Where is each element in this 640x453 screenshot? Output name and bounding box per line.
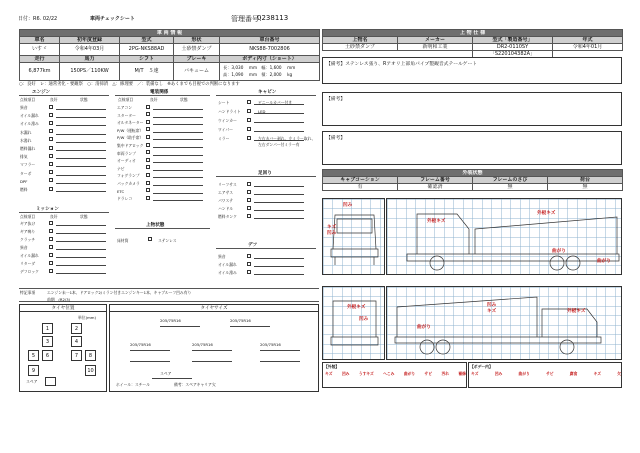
electric-check-5[interactable] [146, 143, 150, 147]
legend: ○：良好 レ：通常劣化・要観察 ○：清掃済 △：修理要 ／：装備なし ※あくまでも目視での判断になります [19, 82, 240, 87]
electric-check-0[interactable] [146, 105, 150, 109]
chassis-item-2: パワステ [218, 198, 233, 203]
chassis-check-2[interactable] [247, 198, 251, 202]
mgmt-label: 管理番号： [231, 15, 266, 23]
tire-pos-title: タイヤ位置 [20, 305, 106, 312]
vehicle-title: 車 両 情 報 [20, 30, 320, 37]
upper-floor-label: 床材質 [117, 238, 129, 243]
electric-item-11: ETC [117, 188, 125, 194]
special-extra: 前期 (R2/3) [47, 297, 71, 302]
val-shift: M/T ５速 [120, 63, 174, 81]
label-chassis: 車台番号 [220, 37, 320, 44]
electric-item-2: オルタネーター [117, 120, 144, 126]
tire-6[interactable]: 6 [42, 350, 53, 361]
cabin-item-2: ウインカー [218, 118, 237, 123]
diagram-rear [322, 286, 385, 360]
out-legend-item-2: うすキズ [358, 371, 374, 376]
mission-head-good: 良好 [50, 214, 58, 219]
electric-item-9: フォグランプ [117, 173, 140, 179]
val-cab-caution: 有 [323, 184, 398, 191]
chassis-title: 足回り [258, 171, 272, 176]
engine-check-3[interactable] [49, 129, 53, 133]
tire-pos-unit: 単位(mm) [78, 315, 96, 320]
diff-item-1: オイル漏れ [218, 262, 237, 267]
out-legend-item-5: サビ [424, 371, 433, 376]
cabin-check-0[interactable] [247, 100, 251, 104]
val-upper-model: DR2-0110SY [473, 44, 553, 51]
val-serial: 「S220104382A」 [473, 51, 553, 58]
engine-check-2[interactable] [49, 121, 53, 125]
chassis-item-3: ハンドル [218, 206, 234, 211]
engine-item-7: マフラー [20, 162, 36, 168]
body-legend-item-4: 腐食 [569, 371, 578, 376]
dmg-a-2: キズ [327, 225, 337, 230]
label-regist: 初年度登録 [60, 37, 120, 44]
dmg-b-0: 外板キズ [427, 219, 446, 224]
engine-item-10: 燃料 [20, 187, 28, 192]
electric-item-6: 車両ランプ [117, 150, 136, 156]
tire-3[interactable]: 3 [42, 336, 53, 347]
chassis-check-3[interactable] [247, 206, 251, 210]
dmg-d-0: 凹み [487, 303, 497, 308]
truck-front-icon [323, 199, 386, 276]
upper-floor-check[interactable] [148, 237, 152, 241]
engine-head-item: 点検項目 [20, 97, 36, 102]
out-legend-item-7: 補修 [458, 371, 466, 376]
val-chassis: NKS88-7002806 [220, 44, 320, 56]
dmg-d-3: 外板キズ [567, 309, 586, 314]
outer-legend [322, 362, 467, 388]
dmg-a-3: 凹み [327, 231, 337, 236]
tire-size-rear-3: 205/75R16 [260, 342, 281, 347]
electric-check-7[interactable] [146, 158, 150, 162]
mission-item-4: オイル漏れ [20, 253, 39, 258]
engine-check-4[interactable] [49, 137, 53, 141]
label-shape: 形状 [174, 37, 220, 44]
label-mileage: 走行 [20, 56, 60, 63]
electric-check-6[interactable] [146, 150, 150, 154]
chassis-check-4[interactable] [247, 214, 251, 218]
val-bed: 無 [548, 184, 623, 191]
out-legend-title: 【外装】 [324, 364, 340, 369]
electric-title: 電装関係 [150, 90, 169, 95]
chassis-check-1[interactable] [247, 190, 251, 194]
remarks-box-1: 【備考】ステンレス張り、Rアオリ上部角パイプ製観音式テールゲート [322, 57, 622, 84]
tire-position-box [19, 304, 107, 392]
val-upper-name: 土砂禁ダンプ [323, 44, 398, 51]
diff-item-2: オイル滲み [218, 270, 237, 275]
mission-title: ミッション [36, 207, 59, 212]
label-frame-rust: フレームのさび [473, 177, 548, 184]
tire-size-box [109, 304, 319, 392]
out-legend-item-3: へこみ [383, 371, 395, 376]
label-cab-caution: キャブコーション [323, 177, 398, 184]
label-upper-name: 上物名 [323, 37, 398, 44]
mission-item-5: リターダ [20, 261, 36, 266]
remarks-box-2: 【備考】 [322, 92, 622, 126]
electric-item-0: エアコン [117, 105, 132, 110]
equipment-table [322, 29, 623, 58]
val-mileage: 6,877km [20, 63, 60, 81]
electric-check-8[interactable] [146, 165, 150, 169]
engine-head-good: 良好 [50, 97, 58, 102]
tire-size-spare-label: スペア [160, 371, 172, 376]
electric-check-12[interactable] [146, 196, 150, 200]
mission-check-2[interactable] [49, 237, 53, 241]
electric-item-10: パックカメラ [117, 181, 140, 186]
doc-title: 車両チェックシート [90, 16, 135, 22]
mission-check-4[interactable] [49, 253, 53, 257]
equipment-title: 上 物 仕 様 [323, 30, 623, 37]
mission-head-state: 状態 [80, 214, 88, 219]
diff-check-2[interactable] [247, 270, 251, 274]
tire-wheel-type: ホイール：スチール [116, 382, 150, 387]
cabin-check-2[interactable] [247, 118, 251, 122]
val-frame-rust: 無 [473, 184, 548, 191]
cabin-note-0: ビニールカバー付き [258, 100, 293, 105]
electric-head-item: 点検項目 [118, 97, 134, 102]
diff-title: デフ [248, 243, 258, 248]
dmg-d-2: 曲がり [417, 325, 431, 330]
engine-check-8[interactable] [49, 170, 53, 174]
tire-7[interactable]: 7 [71, 350, 82, 361]
electric-check-11[interactable] [146, 188, 150, 192]
cabin-item-1: ハンドライト [218, 109, 241, 114]
vehicle-table [19, 29, 320, 81]
dmg-c-0: 外板キズ [347, 305, 366, 310]
special-box [19, 288, 319, 302]
tire-8[interactable]: 8 [85, 350, 96, 361]
engine-item-2: オイル滲み [20, 121, 39, 127]
electric-item-12: ドラレコ [117, 196, 133, 202]
val-frame-no: 確認済 [398, 184, 473, 191]
mission-item-2: クラッチ [20, 237, 36, 242]
out-legend-item-1: 凹み [341, 371, 350, 376]
engine-check-7[interactable] [49, 162, 53, 166]
val-regist: 令和4年03月 [60, 44, 120, 56]
electric-check-1[interactable] [146, 112, 150, 116]
remarks-box-3: 【備考】 [322, 131, 622, 165]
label-brake: ブレーキ [174, 56, 220, 63]
mission-item-6: デフロック [20, 269, 39, 274]
label-power: 馬力 [60, 56, 120, 63]
val-carname: いすゞ [20, 44, 60, 56]
electric-item-3: P/W（運転席） [117, 127, 144, 133]
diff-item-0: 異音 [218, 254, 226, 259]
mission-item-3: 異音 [20, 245, 28, 250]
tire-1[interactable]: 1 [42, 323, 53, 334]
label-body-dims: ボディ内寸（ショート） [220, 56, 320, 63]
cabin-note-4: 左右カバー剥れ、左ミラー取れ、左右ダンパー付ミラー有 [258, 136, 316, 147]
outer-table [322, 169, 623, 191]
out-legend-item-0: キズ [325, 371, 333, 376]
special-label: 特記事項 [20, 290, 36, 295]
electric-item-5: 集中ドアロック [117, 143, 144, 148]
electric-item-8: ナビ [117, 165, 125, 171]
tire-spare-box[interactable] [45, 377, 56, 386]
out-legend-item-6: 汚れ [441, 371, 450, 376]
cabin-note-1: LED [258, 109, 266, 114]
special-text: エンジン未一1本、ドアロック2/ミラン付きエンジンキー1本、キャブルーフ凹み有り [47, 290, 192, 295]
label-carname: 車名 [20, 37, 60, 44]
label-shift: シフト [120, 56, 174, 63]
diagram-front [322, 198, 385, 275]
body-legend-item-3: サビ [545, 371, 554, 376]
label-upper-model: 型式「製造番号」 [473, 37, 553, 44]
engine-check-10[interactable] [49, 187, 53, 191]
tire-10[interactable]: 10 [85, 365, 96, 376]
truck-side-icon [387, 199, 623, 276]
engine-item-6: 排気 [20, 154, 28, 160]
cabin-item-0: シート [218, 100, 230, 105]
mission-check-6[interactable] [49, 269, 53, 273]
dmg-b-1: 外板キズ [537, 211, 556, 216]
engine-item-5: 燃料漏れ [20, 146, 36, 151]
cabin-item-4: ミラー [218, 136, 230, 141]
cabin-check-3[interactable] [247, 127, 251, 131]
electric-item-7: オーディオ [117, 158, 136, 164]
tire-size-title: タイヤサイズ [110, 305, 318, 312]
body-legend-item-1: 凹み [494, 371, 503, 376]
engine-check-1[interactable] [49, 113, 53, 117]
cabin-title: キャビン [258, 90, 277, 95]
electric-check-2[interactable] [146, 120, 150, 124]
electric-check-9[interactable] [146, 173, 150, 177]
electric-item-4: P/W（助手席） [117, 135, 144, 141]
upper-floor-material: ステンレス [158, 238, 177, 243]
tire-size-rear-1: 205/75R16 [130, 342, 151, 347]
engine-item-9: DPF [20, 178, 28, 184]
electric-item-1: スターター [117, 112, 136, 118]
diff-check-0[interactable] [247, 254, 251, 258]
truck-side-left-icon [387, 287, 623, 361]
body-legend-title: 【ボデー内】 [470, 364, 493, 369]
dmg-b-3: 曲がり [597, 259, 611, 264]
mission-check-0[interactable] [49, 221, 53, 225]
diagram-side-right [386, 198, 622, 275]
truck-rear-icon [323, 287, 386, 361]
upper-title: 上物状態 [146, 223, 165, 228]
body-legend [468, 362, 622, 388]
cabin-check-1[interactable] [247, 109, 251, 113]
tire-note: 備考：スペアキャリア欠 [174, 382, 216, 387]
tire-2[interactable]: 2 [71, 323, 82, 334]
val-model: 2PG-NKS88AD [120, 44, 174, 56]
engine-head-state: 状態 [80, 97, 88, 102]
engine-check-0[interactable] [49, 105, 53, 109]
chassis-item-4: 燃料タンク [218, 214, 237, 219]
body-legend-item-0: キズ [471, 371, 479, 376]
label-maker: メーカー [398, 37, 473, 44]
electric-check-4[interactable] [146, 135, 150, 139]
engine-item-0: 異音 [20, 105, 28, 110]
val-year: 令和4年01月 [553, 44, 623, 51]
tire-size-rear-2: 205/75R16 [192, 342, 213, 347]
dmg-d-1: キズ [487, 309, 497, 314]
dmg-c-1: 凹み [359, 317, 369, 322]
val-brake: バキューム [174, 63, 220, 81]
electric-check-3[interactable] [146, 127, 150, 131]
outer-title: 外装状態 [323, 170, 623, 177]
date: 日付：R6. 02/22 [18, 16, 58, 22]
chassis-item-1: エアサス [218, 190, 234, 195]
engine-item-1: オイル漏れ [20, 113, 39, 119]
val-maker: 新明和工業 [398, 44, 473, 51]
chassis-item-0: リーフサス [218, 182, 237, 187]
val-dims: 長：3,030 mm 幅：1,600 mm 高：1,090 mm 積：2,000 kg [220, 63, 320, 81]
mission-head-item: 点検項目 [20, 214, 36, 219]
mission-check-3[interactable] [49, 245, 53, 249]
body-legend-item-2: 曲がり [518, 371, 530, 376]
engine-item-4: 水滲れ [20, 137, 32, 143]
dmg-a-0: 凹み [343, 203, 353, 208]
mission-check-1[interactable] [49, 229, 53, 233]
val-shape: 土砂禁ダンプ [174, 44, 220, 56]
label-frame-no: フレーム番号 [398, 177, 473, 184]
tire-5[interactable]: 5 [28, 350, 39, 361]
engine-item-8: ターボ [20, 170, 32, 176]
mgmt-number: 0238113 [257, 14, 289, 22]
electric-head-state: 状態 [180, 97, 188, 102]
label-model: 型式 [120, 37, 174, 44]
engine-check-9[interactable] [49, 178, 53, 182]
mission-item-1: ギア鳴り [20, 229, 36, 234]
diagram-side-left [386, 286, 622, 360]
diff-check-1[interactable] [247, 262, 251, 266]
engine-check-6[interactable] [49, 154, 53, 158]
mission-check-5[interactable] [49, 261, 53, 265]
dmg-b-2: 曲がり [552, 249, 566, 254]
engine-item-3: 水漏れ [20, 129, 32, 135]
label-year: 年式 [553, 37, 623, 44]
label-bed: 荷台 [548, 177, 623, 184]
cabin-item-3: ワイパー [218, 127, 233, 132]
engine-check-5[interactable] [49, 146, 53, 150]
engine-title: エンジン [32, 90, 51, 95]
out-legend-item-4: 曲がり [403, 371, 416, 376]
val-power: 150PS／110KW [60, 63, 120, 81]
body-legend-item-6: 欠 [617, 371, 621, 376]
mission-item-0: ギア抜け [20, 221, 36, 226]
tire-4[interactable]: 4 [71, 336, 82, 347]
electric-check-10[interactable] [146, 181, 150, 185]
body-legend-item-5: キズ [593, 371, 602, 376]
tire-size-front-right: 205/75R16 [230, 318, 251, 323]
tire-9[interactable]: 9 [28, 365, 39, 376]
tire-pos-spare: スペア [26, 379, 38, 384]
chassis-check-0[interactable] [247, 182, 251, 186]
tire-size-front-left: 205/75R16 [160, 318, 181, 323]
cabin-check-4[interactable] [247, 136, 251, 140]
electric-head-good: 良好 [150, 97, 158, 102]
